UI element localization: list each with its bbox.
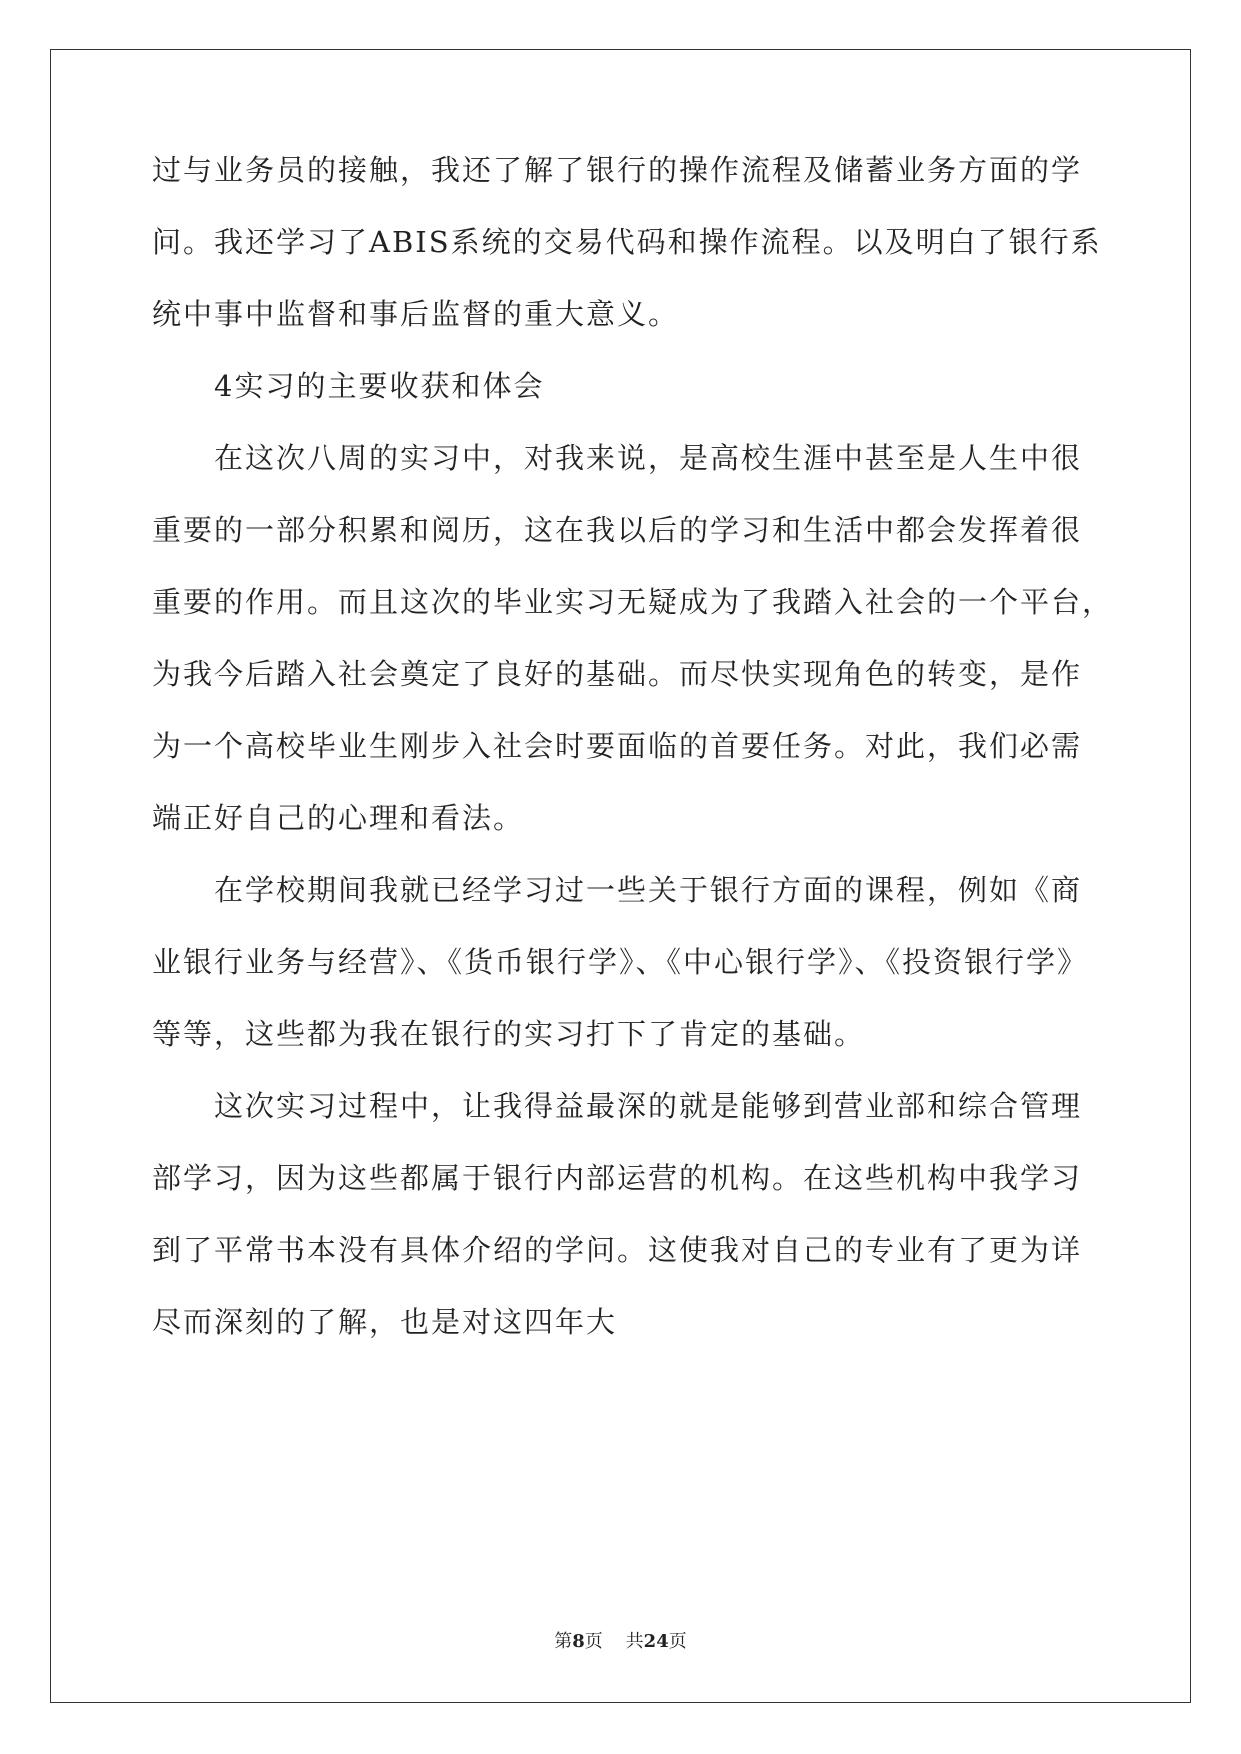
page-number: 8 bbox=[572, 1631, 585, 1652]
total-prefix: 共 bbox=[625, 1631, 644, 1652]
text-line-6: 重要的一部分积累和阅历，这在我以后的学习和生活中都会发挥着很 bbox=[152, 513, 1083, 547]
text-line-15: 部学习，因为这些都属于银行内部运营的机构。在这些机构中我学习 bbox=[152, 1161, 1083, 1195]
text-line-16: 到了平常书本没有具体介绍的学问。这使我对自己的专业有了更为详 bbox=[152, 1233, 1083, 1267]
page-suffix: 页 bbox=[584, 1631, 603, 1652]
total-suffix: 页 bbox=[668, 1631, 687, 1652]
text-line-17: 尽而深刻的了解，也是对这四年大 bbox=[152, 1305, 618, 1339]
text-line-3: 统中事中监督和事后监督的重大意义。 bbox=[152, 297, 680, 331]
text-line-5: 在这次八周的实习中，对我来说，是高校生涯中甚至是人生中很 bbox=[214, 441, 1083, 475]
text-line-1: 过与业务员的接触，我还了解了银行的操作流程及储蓄业务方面的学 bbox=[152, 153, 1083, 187]
text-line-13: 等等，这些都为我在银行的实习打下了肯定的基础。 bbox=[152, 1017, 866, 1051]
text-line-2: 问。我还学习了ABIS系统的交易代码和操作流程。以及明白了银行系 bbox=[152, 225, 1102, 259]
text-line-12: 业银行业务与经营》、《货币银行学》、《中心银行学》、《投资银行学》 bbox=[152, 945, 1089, 979]
section-heading: 4实习的主要收获和体会 bbox=[214, 369, 545, 403]
text-line-8: 为我今后踏入社会奠定了良好的基础。而尽快实现角色的转变，是作 bbox=[152, 657, 1083, 691]
text-line-9: 为一个高校毕业生刚步入社会时要面临的首要任务。对此，我们必需 bbox=[152, 729, 1083, 763]
page-footer bbox=[0, 1630, 1241, 1654]
text-line-14: 这次实习过程中，让我得益最深的就是能够到营业部和综合管理 bbox=[214, 1089, 1083, 1123]
page-prefix: 第 bbox=[554, 1631, 573, 1652]
total-pages: 24 bbox=[643, 1631, 669, 1652]
text-line-10: 端正好自己的心理和看法。 bbox=[152, 801, 525, 835]
text-line-11: 在学校期间我就已经学习过一些关于银行方面的课程，例如《商 bbox=[214, 873, 1083, 907]
text-line-7: 重要的作用。而且这次的毕业实习无疑成为了我踏入社会的一个平台， bbox=[152, 585, 1114, 619]
